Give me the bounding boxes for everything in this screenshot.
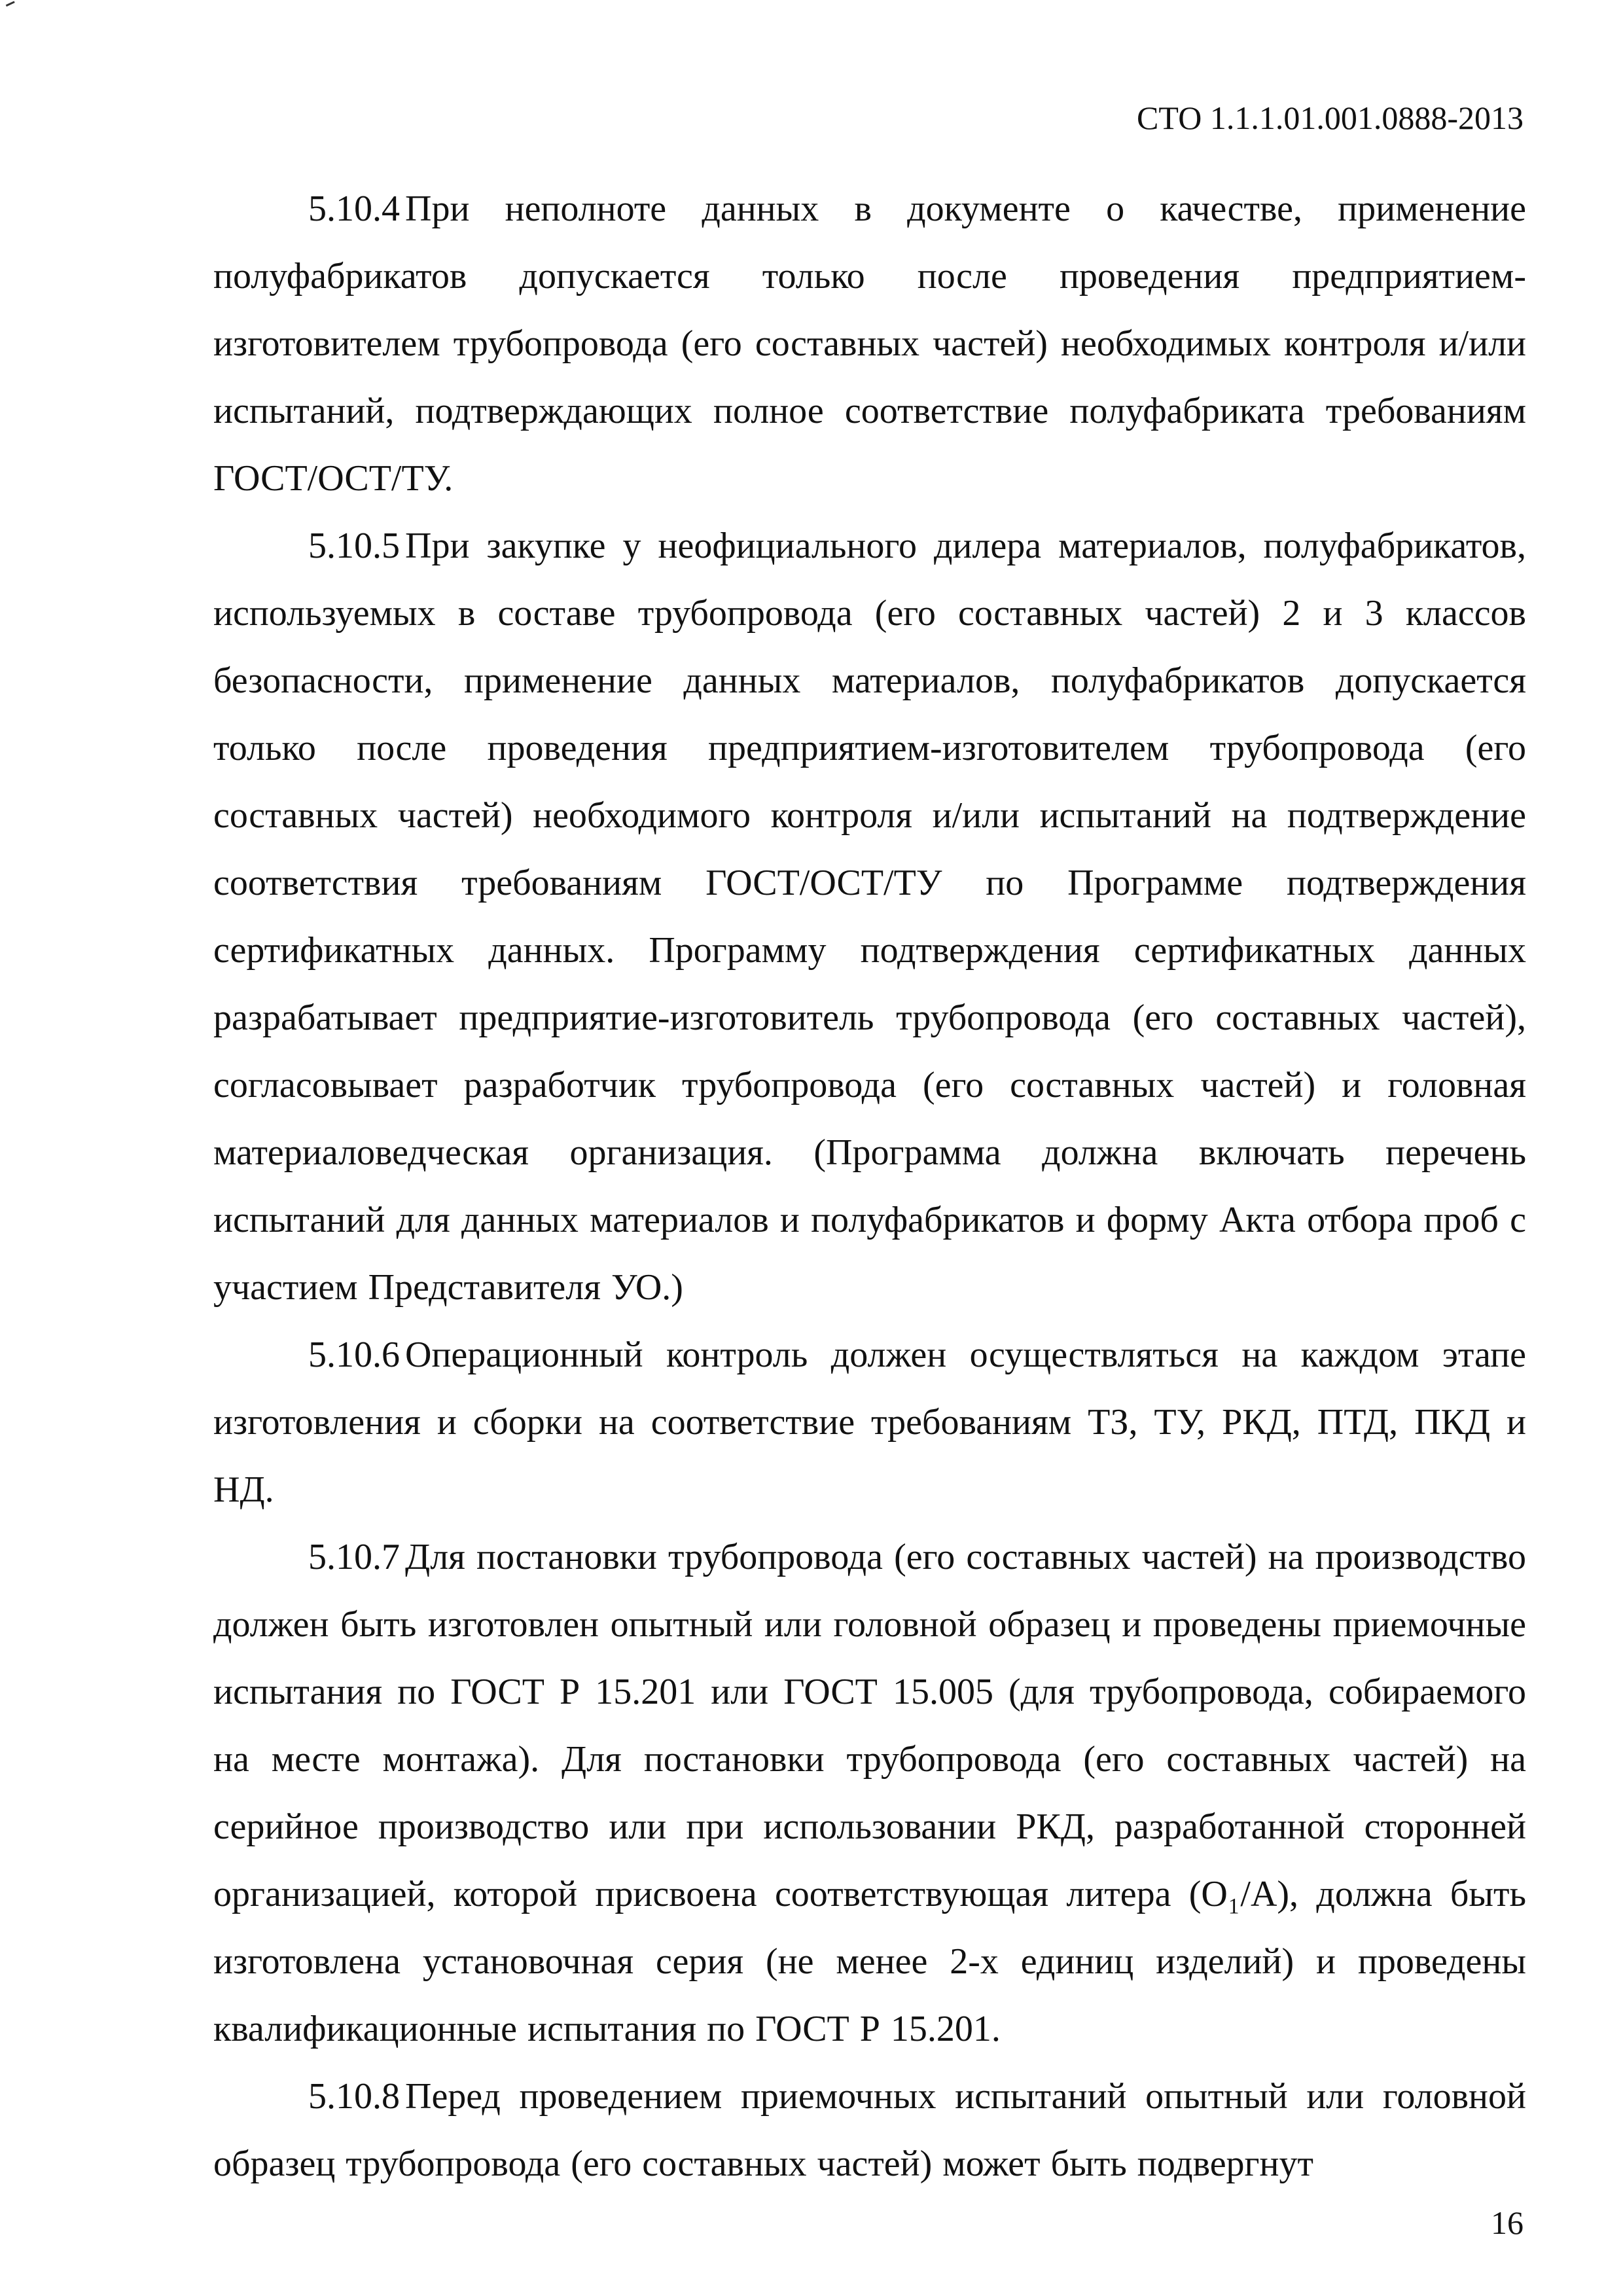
paragraph-5-10-5 [213,512,1526,1321]
document-code: СТО 1.1.1.01.001.0888-2013 [1137,99,1524,136]
paragraph-text: Для постановки трубопровода (его составных частей) на производство должен быть изготовлен опытный или головной образец и проведены приемочные испытания по ГОСТ Р 15.201 или ГОСТ 15.005 (для трубопровода, собираемого на месте монтажа). Для постановки трубопровода (его составных частей) на серийное производство или при использовании РКД, разработанной сторонней организацией, которой присвоена соответствующая литера (О₁/А), должна быть изготовлена установочная серия (не менее 2-х единиц изделий) и проведены квалификационные испытания по ГОСТ Р 15.201. [213,1537,1526,2049]
paragraph-number: 5.10.4 [308,188,400,229]
paragraph-text: Перед проведением приемочных испытаний опытный или головной образец трубопровода (его составных частей) может быть подвергнут [213,2076,1526,2184]
scan-mark [6,1,16,10]
paragraph-number: 5.10.5 [308,526,400,566]
paragraph-text: При неполноте данных в документе о качестве, применение полуфабрикатов допускается только после проведения предприятием-изготовителем трубопровода (его составных частей) необходимых контроля и/или испытаний, подтверждающих полное соответствие полуфабриката требованиям ГОСТ/ОСТ/ТУ. [213,188,1526,499]
paragraph-5-10-7 [213,1524,1526,2063]
paragraph-number: 5.10.7 [308,1537,400,1577]
paragraph-text: При закупке у неофициального дилера материалов, полуфабрикатов, используемых в составе трубопровода (его составных частей) 2 и 3 классов безопасности, применение данных материалов, полуфабрикатов допускается только после проведения предприятием-изготовителем трубопровода (его составных частей) необходимого контроля и/или испытаний на подтверждение соответствия требованиям ГОСТ/ОСТ/ТУ по Программе подтверждения сертификатных данных. Программу подтверждения сертификатных данных разрабатывает предприятие-изготовитель трубопровода (его составных частей), согласовывает разработчик трубопровода (его составных частей) и головная материаловедческая организация. (Программа должна включать перечень испытаний для данных материалов и полуфабрикатов и форму Акта отбора проб с участием Представителя УО.) [213,526,1526,1308]
paragraph-number: 5.10.8 [308,2076,400,2117]
paragraph-5-10-6 [213,1321,1526,1524]
paragraph-5-10-4 [213,175,1526,512]
document-body [213,175,1526,2198]
paragraph-text: Операционный контроль должен осуществляться на каждом этапе изготовления и сборки на соответствие требованиям ТЗ, ТУ, РКД, ПТД, ПКД и НД. [213,1335,1526,1510]
paragraph-number: 5.10.6 [308,1335,400,1375]
page-number: 16 [1491,2204,1524,2241]
paragraph-5-10-8 [213,2063,1526,2198]
